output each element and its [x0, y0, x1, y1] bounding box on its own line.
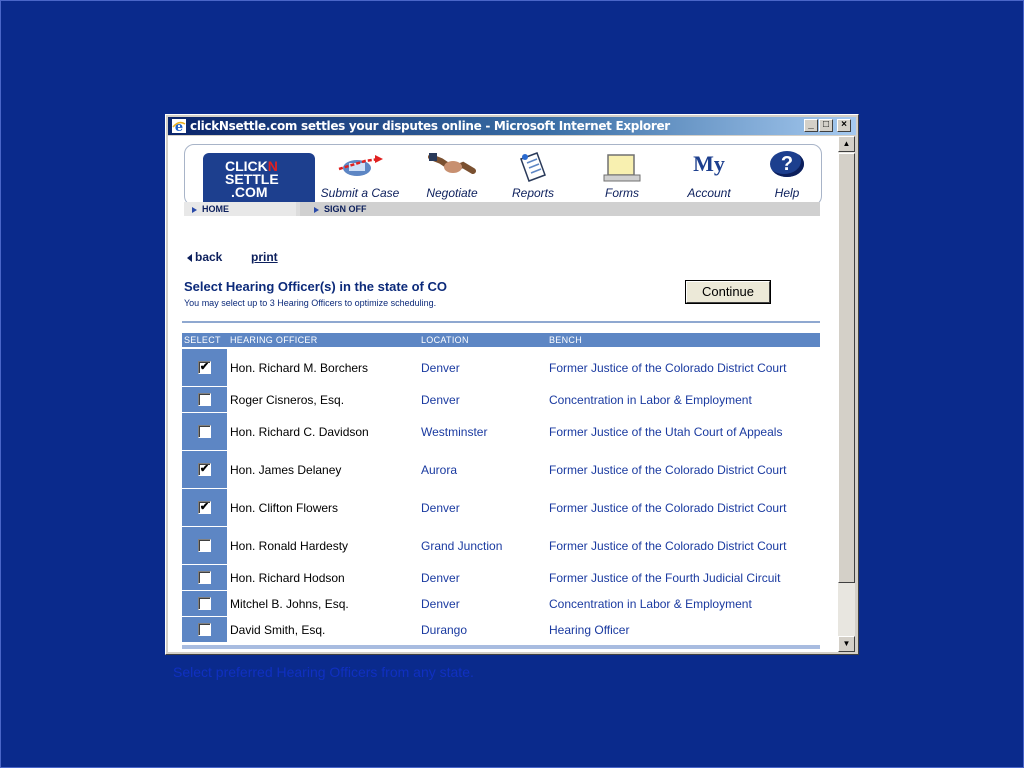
window-title: clickNsettle.com settles your disputes online - Microsoft Internet Explorer — [190, 119, 670, 133]
nav-label: Negotiate — [426, 186, 478, 200]
select-cell — [182, 565, 227, 590]
nav-label: Account — [687, 186, 731, 200]
officer-name: Roger Cisneros, Esq. — [230, 392, 345, 407]
sign-off-link[interactable]: SIGN OFF — [300, 202, 820, 216]
officer-location: Durango — [421, 622, 468, 637]
header-select: SELECT — [184, 335, 221, 345]
table-row[interactable] — [182, 413, 820, 451]
header-hearing-officer: HEARING OFFICER — [230, 335, 318, 345]
close-button[interactable]: × — [837, 119, 851, 132]
officer-bench: Former Justice of the Utah Court of Appeals — [549, 424, 783, 439]
select-cell — [182, 591, 227, 616]
table-bottom-rule — [182, 645, 820, 649]
officer-checkbox[interactable]: ✔ — [199, 500, 210, 513]
print-link[interactable]: print — [251, 250, 278, 264]
svg-text:e: e — [174, 120, 184, 134]
officer-checkbox[interactable] — [198, 623, 211, 636]
table-header — [182, 333, 820, 347]
divider — [182, 321, 820, 323]
table-row[interactable] — [182, 489, 820, 527]
scroll-thumb[interactable] — [838, 153, 855, 583]
nav-reports[interactable] — [493, 145, 573, 205]
select-cell — [182, 617, 227, 642]
officer-checkbox[interactable] — [198, 393, 211, 406]
page-content — [168, 136, 838, 652]
table-row[interactable] — [182, 617, 820, 643]
continue-button[interactable]: Continue — [686, 281, 770, 303]
officer-name: David Smith, Esq. — [230, 622, 326, 637]
officer-checkbox[interactable]: ✔ — [199, 462, 210, 475]
officer-location: Denver — [421, 596, 460, 611]
table-row[interactable] — [182, 565, 820, 591]
table-row[interactable] — [182, 591, 820, 617]
officer-name: Hon. Clifton Flowers — [230, 500, 339, 515]
forms-icon — [600, 151, 644, 185]
my-account-icon: My — [693, 151, 725, 176]
officer-location: Denver — [421, 392, 460, 407]
select-cell — [182, 451, 227, 488]
back-link[interactable]: back — [187, 250, 222, 264]
officer-bench: Former Justice of the Colorado District Court — [549, 538, 787, 553]
page-subheading: You may select up to 3 Hearing Officers to optimize scheduling. — [184, 298, 437, 308]
officer-bench: Concentration in Labor & Employment — [549, 596, 752, 611]
officer-location: Westminster — [421, 424, 488, 439]
nav-my-account[interactable] — [669, 145, 749, 205]
select-cell — [182, 489, 227, 526]
officer-name: Hon. Richard C. Davidson — [230, 424, 369, 439]
nav-label: Help — [774, 186, 800, 200]
officer-location: Denver — [421, 360, 460, 375]
officer-bench: Concentration in Labor & Employment — [549, 392, 752, 407]
select-cell — [182, 413, 227, 450]
officer-checkbox[interactable] — [198, 571, 211, 584]
officer-location: Denver — [421, 500, 460, 515]
sub-nav — [184, 202, 820, 216]
table-row[interactable] — [182, 349, 820, 387]
site-navbar — [184, 144, 822, 206]
minimize-button[interactable]: _ — [804, 119, 818, 132]
officer-checkbox[interactable]: ✔ — [199, 360, 210, 373]
title-bar[interactable] — [168, 117, 856, 135]
scroll-up-button[interactable]: ▲ — [838, 136, 855, 152]
table-row[interactable] — [182, 451, 820, 489]
officer-bench: Former Justice of the Colorado District Court — [549, 500, 787, 515]
officer-location: Aurora — [421, 462, 458, 477]
officer-checkbox[interactable] — [198, 597, 211, 610]
nav-help[interactable] — [757, 145, 817, 205]
arrow-left-icon — [187, 254, 192, 262]
nav-submit-case[interactable] — [305, 145, 415, 205]
officer-name: Mitchel B. Johns, Esq. — [230, 596, 349, 611]
officer-checkbox[interactable] — [198, 425, 211, 438]
officer-table — [182, 349, 820, 643]
officer-name: Hon. Richard Hodson — [230, 570, 345, 585]
select-cell — [182, 387, 227, 412]
maximize-button[interactable]: □ — [819, 119, 833, 132]
home-link[interactable]: HOME — [184, 202, 296, 216]
officer-checkbox[interactable] — [198, 539, 211, 552]
nav-forms[interactable] — [577, 145, 667, 205]
header-bench: BENCH — [549, 335, 583, 345]
nav-label: Forms — [605, 186, 639, 200]
officer-location: Denver — [421, 570, 460, 585]
browser-window — [165, 114, 859, 655]
help-icon: ? — [770, 151, 804, 177]
reports-icon — [515, 151, 551, 183]
officer-bench: Former Justice of the Colorado District Court — [549, 462, 787, 477]
ie-icon — [171, 118, 187, 134]
officer-bench: Hearing Officer — [549, 622, 630, 637]
header-location: LOCATION — [421, 335, 469, 345]
table-row[interactable] — [182, 527, 820, 565]
handshake-icon — [427, 151, 477, 181]
officer-bench: Former Justice of the Fourth Judicial Circuit — [549, 570, 781, 585]
officer-name: Hon. Ronald Hardesty — [230, 538, 349, 553]
nav-negotiate[interactable] — [417, 145, 487, 205]
arrow-right-icon — [192, 207, 197, 213]
scroll-down-button[interactable]: ▼ — [838, 636, 855, 652]
select-cell — [182, 349, 227, 386]
table-row[interactable] — [182, 387, 820, 413]
officer-location: Grand Junction — [421, 538, 503, 553]
page-heading: Select Hearing Officer(s) in the state of CO — [184, 279, 447, 294]
submit-case-icon — [335, 151, 385, 181]
slide-caption: Select preferred Hearing Officers from any state. — [173, 664, 474, 680]
arrow-right-icon — [314, 207, 319, 213]
officer-name: Hon. Richard M. Borchers — [230, 360, 369, 375]
select-cell — [182, 527, 227, 564]
clicknsettle-logo[interactable]: CLICKN SETTLE .COM — [203, 153, 315, 205]
nav-label: Reports — [511, 186, 555, 200]
nav-label: Submit a Case — [320, 186, 400, 200]
officer-bench: Former Justice of the Colorado District Court — [549, 360, 787, 375]
officer-name: Hon. James Delaney — [230, 462, 342, 477]
vertical-scrollbar[interactable] — [838, 136, 855, 652]
